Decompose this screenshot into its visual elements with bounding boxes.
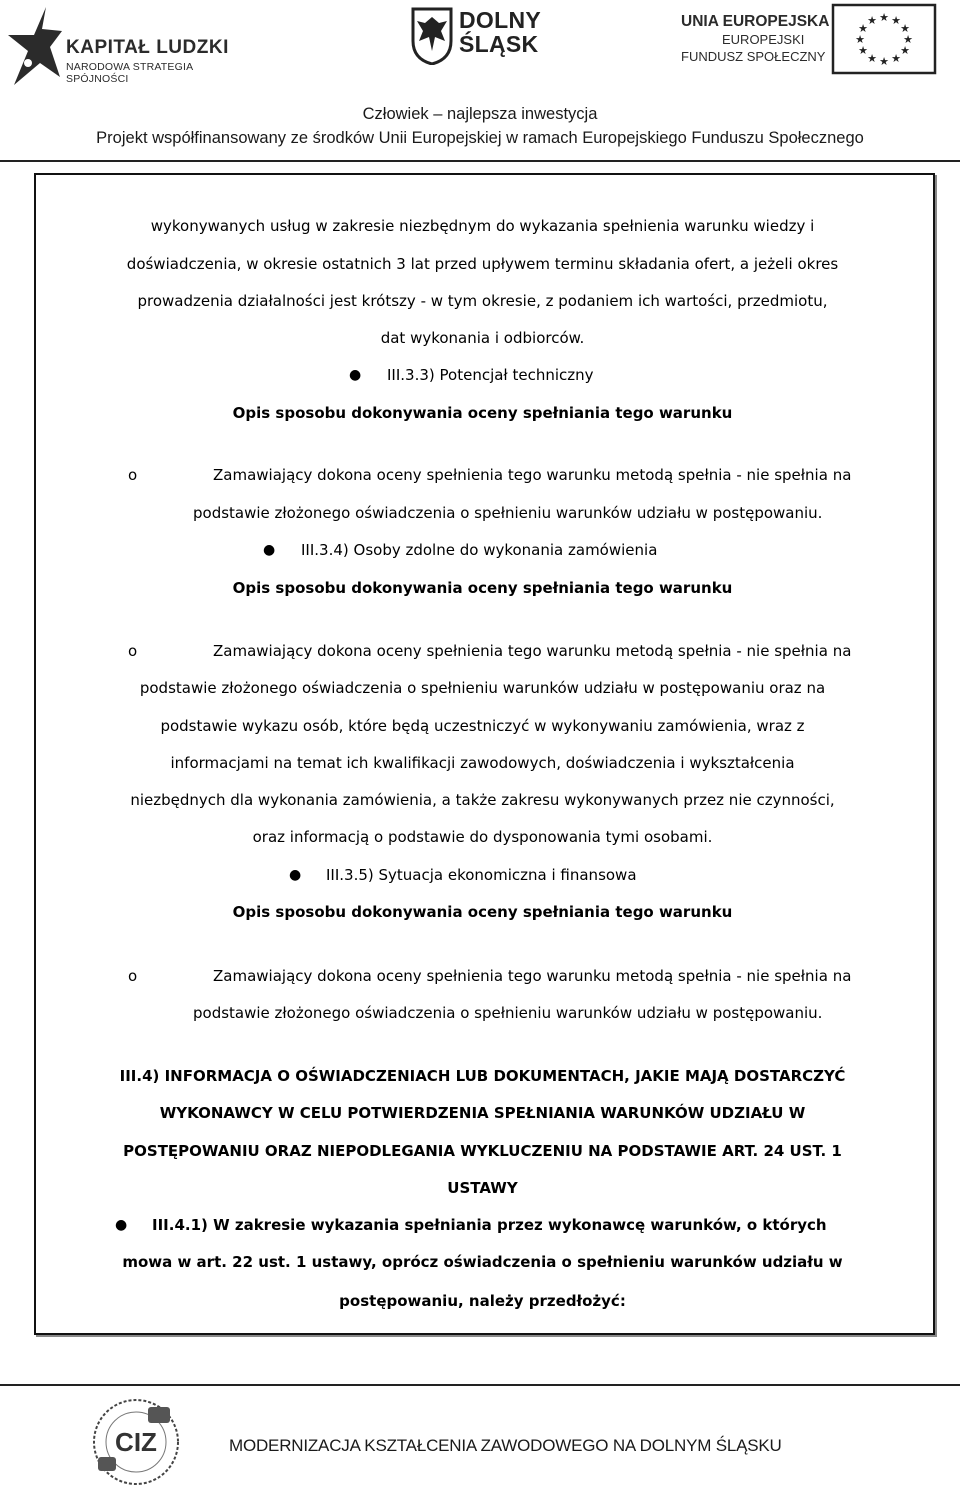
section-4-heading: WYKONAWCY W CELU POTWIERDZENIA SPEŁNIANIA WARUNKÓW UDZIAŁU W xyxy=(159,1104,806,1122)
eu-flag-icon xyxy=(831,3,937,75)
list-marker: o xyxy=(128,967,138,985)
section-text: podstawie złożonego oświadczenia o spełnieniu warunków udziału w postępowaniu oraz na xyxy=(139,679,826,697)
section-4-item: III.4.1) W zakresie wykazania spełniania przez wykonawcę warunków, o których xyxy=(152,1216,827,1234)
kapital-ludzki-logo xyxy=(6,5,246,87)
section-heading: III.3.5) Sytuacja ekonomiczna i finansowa xyxy=(326,866,637,884)
footer-divider xyxy=(0,1384,960,1386)
svg-text:★: ★ xyxy=(891,14,901,27)
bullet-icon: ● xyxy=(289,867,302,883)
section-subheading: Opis sposobu dokonywania oceny spełniania tego warunku xyxy=(232,903,733,921)
ciz-logo xyxy=(88,1397,184,1487)
header-divider xyxy=(0,160,960,162)
intro-line: doświadczenia, w okresie ostatnich 3 lat przed upływem terminu składania ofert, a jeżeli okres xyxy=(126,255,839,273)
kapital-ludzki-title: KAPITAŁ LUDZKI xyxy=(66,37,229,58)
svg-text:★: ★ xyxy=(891,52,901,65)
svg-text:★: ★ xyxy=(858,22,868,35)
section-4-heading: POSTĘPOWANIU ORAZ NIEPODLEGANIA WYKLUCZENIU NA PODSTAWIE ART. 24 UST. 1 xyxy=(123,1142,842,1160)
eu-logo-line2: EUROPEJSKI xyxy=(722,32,805,47)
header-project-text: Projekt współfinansowany ze środków Unii Europejskiej w ramach Europejskiego Funduszu Społecznego xyxy=(96,129,864,147)
svg-text:★: ★ xyxy=(879,11,889,24)
bullet-icon: ● xyxy=(115,1217,128,1233)
dolny-slask-line2: ŚLĄSK xyxy=(459,31,539,57)
intro-line: dat wykonania i odbiorców. xyxy=(380,329,585,347)
section-text: podstawie złożonego oświadczenia o spełnieniu warunków udziału w postępowaniu. xyxy=(193,1004,823,1022)
footer-project-text: MODERNIZACJA KSZTAŁCENIA ZAWODOWEGO NA DOLNYM ŚLĄSKU xyxy=(229,1436,782,1455)
kapital-ludzki-star-icon xyxy=(6,5,64,87)
section-4-item: mowa w art. 22 ust. 1 ustawy, oprócz oświadczenia o spełnieniu warunków udziału w xyxy=(122,1253,843,1271)
bullet-icon: ● xyxy=(263,542,276,558)
svg-text:★: ★ xyxy=(855,33,865,46)
svg-text:★: ★ xyxy=(903,33,913,46)
section-text: podstawie wykazu osób, które będą uczestniczyć w wykonywaniu zamówienia, wraz z xyxy=(160,717,805,735)
section-4-item: postępowaniu, należy przedłożyć: xyxy=(339,1292,626,1310)
eu-logo-line1: UNIA EUROPEJSKA xyxy=(681,13,830,30)
intro-line: prowadzenia działalności jest krótszy - w tym okresie, z podaniem ich wartości, przedmiotu, xyxy=(137,292,828,310)
section-text: oraz informacją o podstawie do dysponowania tymi osobami. xyxy=(252,828,713,846)
svg-text:★: ★ xyxy=(879,55,889,68)
ciz-logo-text: CIZ xyxy=(115,1427,157,1457)
eagle-crest-icon xyxy=(411,7,453,65)
section-4-heading: III.4) INFORMACJA O OŚWIADCZENIACH LUB DOKUMENTACH, JAKIE MAJĄ DOSTARCZYĆ xyxy=(119,1067,846,1085)
intro-line: wykonywanych usług w zakresie niezbędnym do wykazania spełnienia warunku wiedzy i xyxy=(150,217,815,235)
dolny-slask-line1: DOLNY xyxy=(459,7,541,33)
list-marker: o xyxy=(128,466,138,484)
header-motto: Człowiek – najlepsza inwestycja xyxy=(362,105,598,123)
svg-text:★: ★ xyxy=(867,14,877,27)
eu-logo xyxy=(681,3,943,75)
section-text: Zamawiający dokona oceny spełnienia tego warunku metodą spełnia - nie spełnia na xyxy=(213,466,852,484)
section-heading: III.3.4) Osoby zdolne do wykonania zamówienia xyxy=(301,541,658,559)
svg-text:★: ★ xyxy=(900,22,910,35)
section-subheading: Opis sposobu dokonywania oceny spełniania tego warunku xyxy=(232,404,733,422)
section-text: informacjami na temat ich kwalifikacji zawodowych, doświadczenia i wykształcenia xyxy=(170,754,795,772)
section-text: podstawie złożonego oświadczenia o spełnieniu warunków udziału w postępowaniu. xyxy=(193,504,823,522)
section-text: Zamawiający dokona oceny spełnienia tego warunku metodą spełnia - nie spełnia na xyxy=(213,967,852,985)
svg-text:★: ★ xyxy=(858,44,868,57)
list-marker: o xyxy=(128,642,138,660)
section-text: Zamawiający dokona oceny spełnienia tego warunku metodą spełnia - nie spełnia na xyxy=(213,642,852,660)
svg-text:★: ★ xyxy=(900,44,910,57)
section-heading: III.3.3) Potencjał techniczny xyxy=(387,366,594,384)
section-4-heading: USTAWY xyxy=(447,1179,518,1197)
section-subheading: Opis sposobu dokonywania oceny spełniania tego warunku xyxy=(232,579,733,597)
eu-logo-line3: FUNDUSZ SPOŁECZNY xyxy=(681,49,826,64)
bullet-icon: ● xyxy=(349,367,362,383)
ciz-seal-icon xyxy=(88,1397,184,1487)
dolny-slask-logo xyxy=(411,5,551,67)
section-text: niezbędnych dla wykonania zamówienia, a także zakresu wykonywanych przez nie czynności, xyxy=(130,791,835,809)
kapital-ludzki-subtitle: NARODOWA STRATEGIA SPÓJNOŚCI xyxy=(66,61,193,85)
svg-text:★: ★ xyxy=(867,52,877,65)
